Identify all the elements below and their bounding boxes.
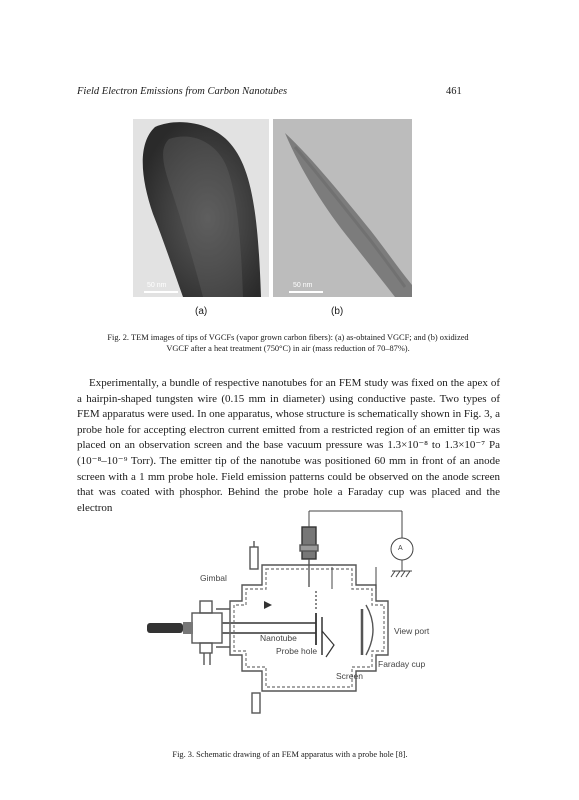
panel-label-a: (a) bbox=[195, 306, 208, 317]
tem-image-a bbox=[133, 119, 269, 297]
panel-label-b: (b) bbox=[331, 306, 344, 317]
scale-bar-a bbox=[144, 291, 178, 293]
label-faraday-cup: Faraday cup bbox=[378, 659, 426, 669]
label-ammeter: A bbox=[398, 545, 403, 552]
gimbal-arrow bbox=[264, 601, 272, 609]
running-title: Field Electron Emissions from Carbon Nanotubes bbox=[77, 86, 288, 97]
label-probe-hole: Probe hole bbox=[276, 646, 318, 656]
label-nanotube: Nanotube bbox=[260, 633, 297, 643]
label-view-port: View port bbox=[394, 626, 430, 636]
tem-image-a-graphic bbox=[133, 119, 269, 297]
page-number: 461 bbox=[446, 86, 462, 97]
label-screen: Screen bbox=[336, 671, 363, 681]
manipulator-handle bbox=[147, 623, 183, 633]
figure-2-caption-line-2: VGCF after a heat treatment (750°C) in air (mass reduction of 70–87%). bbox=[166, 344, 410, 353]
tem-image-b bbox=[273, 119, 412, 297]
label-gimbal: Gimbal bbox=[200, 573, 227, 583]
scale-bar-label-b: 50 nm bbox=[293, 282, 313, 289]
body-text bbox=[77, 376, 500, 516]
body-paragraph: Experimentally, a bundle of respective nanotubes for an FEM study was fixed on the apex of a hairpin-shaped tungsten wire (0.15 mm in diameter) using conductive paste. Two types of FEM apparatus were used. In one apparatus, whose structure is schematically shown in Fig. 3, a probe hole for accepting electron current emitted from a restricted region of an emitter tip was placed on an observation screen and the base vacuum pressure was 1.3×10⁻⁸ to 1.3×10⁻⁷ Pa (10⁻⁸–10⁻⁹ Torr). The emitter tip of the nanotube was positioned 60 mm in front of an anode screen with a 1 mm probe hole. Field emission patterns could be observed on the anode screen that was coated with phosphor. Behind the probe hole a Faraday cup was placed and the electron bbox=[77, 377, 500, 514]
figure-3-caption: Fig. 3. Schematic drawing of an FEM apparatus with a probe hole [8]. bbox=[172, 750, 408, 759]
feedthrough-cap bbox=[302, 527, 316, 559]
figure-2-caption-line-1: Fig. 2. TEM images of tips of VGCFs (vapor grown carbon fibers): (a) as-obtained VGCF; and (b) oxidized bbox=[107, 333, 469, 342]
fem-apparatus-diagram bbox=[140, 505, 440, 745]
figure-3-fem-apparatus bbox=[140, 505, 440, 745]
figure-2-tem-images bbox=[133, 119, 412, 297]
scale-bar-b bbox=[289, 291, 323, 293]
scale-bar-label-a: 50 nm bbox=[147, 282, 167, 289]
tem-image-b-graphic bbox=[273, 119, 412, 297]
figure-2-caption bbox=[75, 332, 501, 354]
